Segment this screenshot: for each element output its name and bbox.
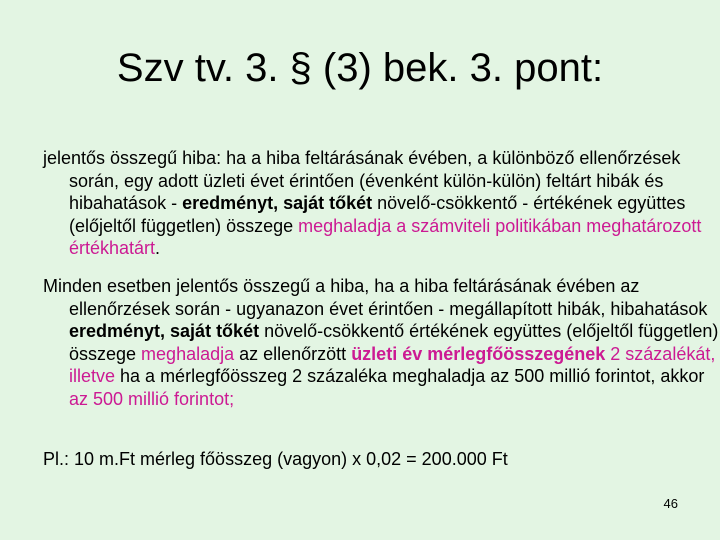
- rule-text: ha a mérlegfőösszeg 2 százaléka meghaladja az 500 millió forintot, akkor: [115, 366, 705, 386]
- rule-highlight-text: 2 százalékát, illetve: [69, 343, 716, 386]
- definition-bold-text: eredményt, saját tőkét: [182, 193, 373, 213]
- rule-text: az ellenőrzött: [234, 343, 352, 364]
- definition-highlight-text: meghaladja a számviteli politikában meghatározott értékhatárt: [69, 215, 702, 258]
- rule-text: Minden esetben jelentős összegű a hiba, ha a hiba feltárásának évében az ellenőrzések során - ugyanazon évet érintően - megállapított hibák, hibahatások: [43, 276, 708, 319]
- rule-paragraph: [43, 275, 719, 410]
- rule-highlight-bold-text: üzleti év mérlegfőösszegének: [351, 343, 606, 364]
- example-paragraph: Pl.: 10 m.Ft mérleg főösszeg (vagyon) x 0,02 = 200.000 Ft: [43, 449, 508, 469]
- definition-paragraph: [43, 147, 719, 260]
- slide-title: Szv tv. 3. § (3) bek. 3. pont:: [116, 46, 604, 90]
- definition-text: .: [155, 238, 161, 258]
- rule-bold-text: eredményt, saját tőkét: [69, 321, 260, 341]
- page-number: 46: [663, 496, 678, 511]
- definition-text: jelentős összegű hiba: ha a hiba feltárásának évében, a különböző ellenőrzések során, egy adott üzleti évet érintően (évenként külön-külön) feltárt hibák és hibahatások -: [43, 148, 681, 213]
- rule-highlight-text: meghaladja: [141, 343, 235, 364]
- definition-text: növelő-csökkentő - értékének együttes (előjeltől független) összege: [69, 193, 686, 236]
- rule-text: növelő-csökkentő értékének együttes (előjeltől független) összege: [69, 321, 719, 364]
- rule-highlight-text: az 500 millió forintot;: [69, 388, 235, 409]
